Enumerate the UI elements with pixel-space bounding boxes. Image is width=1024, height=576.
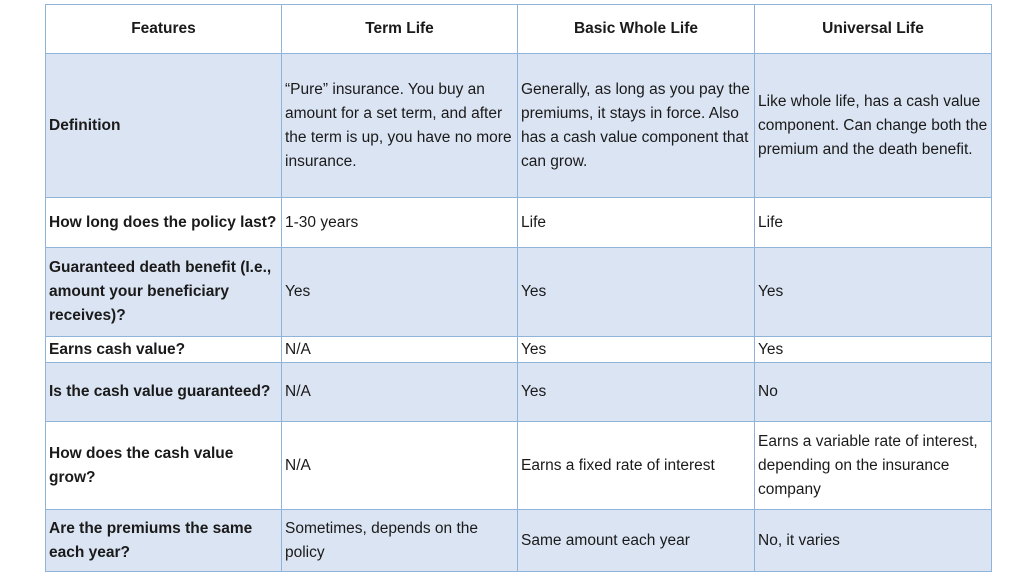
header-basic-whole-life: Basic Whole Life [518, 5, 755, 54]
term-life-cell: N/A [282, 422, 518, 510]
table-row [46, 198, 992, 248]
whole-life-cell: Yes [518, 337, 755, 363]
header-universal-life: Universal Life [755, 5, 992, 54]
table-row [46, 337, 992, 363]
term-life-cell: N/A [282, 337, 518, 363]
term-life-cell: Yes [282, 248, 518, 337]
whole-life-cell: Yes [518, 363, 755, 422]
feature-cell: Guaranteed death benefit (I.e., amount your beneficiary receives)? [46, 248, 282, 337]
universal-life-cell: Earns a variable rate of interest, depending on the insurance company [755, 422, 992, 510]
header-term-life: Term Life [282, 5, 518, 54]
whole-life-cell: Earns a fixed rate of interest [518, 422, 755, 510]
comparison-table [45, 4, 992, 572]
feature-cell: Are the premiums the same each year? [46, 510, 282, 572]
universal-life-cell: No [755, 363, 992, 422]
table-row [46, 422, 992, 510]
table-row [46, 363, 992, 422]
feature-cell: How long does the policy last? [46, 198, 282, 248]
feature-cell: Is the cash value guaranteed? [46, 363, 282, 422]
table-row [46, 510, 992, 572]
universal-life-cell: Yes [755, 248, 992, 337]
term-life-cell: N/A [282, 363, 518, 422]
table-row [46, 54, 992, 198]
universal-life-cell: No, it varies [755, 510, 992, 572]
whole-life-cell: Life [518, 198, 755, 248]
term-life-cell: 1-30 years [282, 198, 518, 248]
universal-life-cell: Life [755, 198, 992, 248]
whole-life-cell: Generally, as long as you pay the premiums, it stays in force. Also has a cash value component that can grow. [518, 54, 755, 198]
universal-life-cell: Like whole life, has a cash value component. Can change both the premium and the death benefit. [755, 54, 992, 198]
header-row [46, 5, 992, 54]
whole-life-cell: Same amount each year [518, 510, 755, 572]
whole-life-cell: Yes [518, 248, 755, 337]
header-features: Features [46, 5, 282, 54]
term-life-cell: “Pure” insurance. You buy an amount for a set term, and after the term is up, you have no more insurance. [282, 54, 518, 198]
feature-cell: Definition [46, 54, 282, 198]
universal-life-cell: Yes [755, 337, 992, 363]
term-life-cell: Sometimes, depends on the policy [282, 510, 518, 572]
table-row [46, 248, 992, 337]
feature-cell: Earns cash value? [46, 337, 282, 363]
feature-cell: How does the cash value grow? [46, 422, 282, 510]
